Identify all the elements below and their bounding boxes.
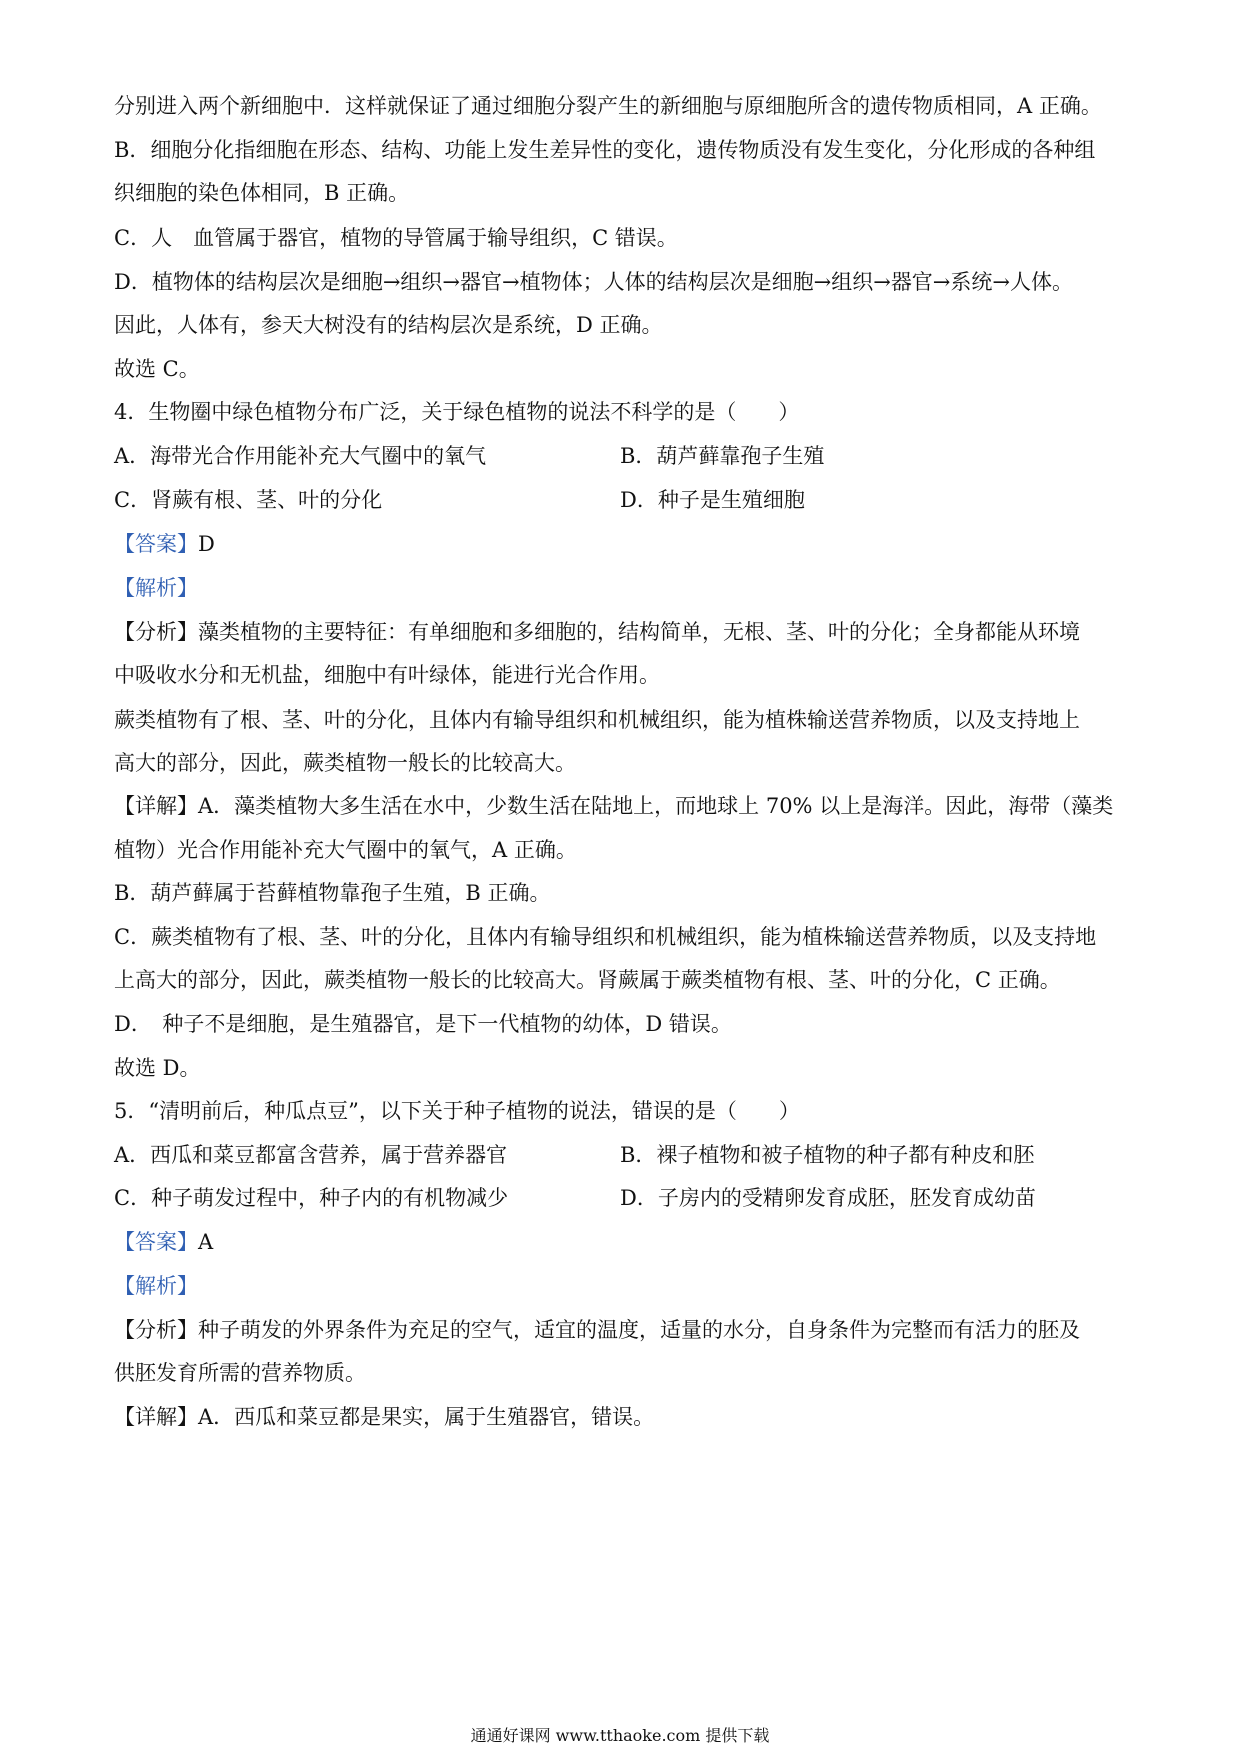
q4-fenxi-line: 中吸收水分和无机盐，细胞中有叶绿体，能进行光合作用。: [114, 663, 660, 687]
q5-option-a: A．西瓜和菜豆都富含营养，属于营养器官: [114, 1143, 508, 1167]
text-line: 织细胞的染色体相同，B 正确。: [114, 181, 410, 205]
q4-option-b: B．葫芦藓靠孢子生殖: [620, 444, 825, 468]
q5-option-c: C．种子萌发过程中，种子内的有机物减少: [114, 1186, 509, 1210]
q5-option-b: B．裸子植物和被子植物的种子都有种皮和胚: [620, 1143, 1035, 1167]
jiexi-tag: 【解析】: [114, 1274, 198, 1298]
q4-fenxi-line: [114, 612, 1134, 652]
q4-jiexi: [114, 568, 1134, 608]
fenxi-tag: 【分析】: [114, 1318, 198, 1342]
text-line: D．植物体的结构层次是细胞→组织→器官→植物体；人体的结构层次是细胞→组织→器官→系统→人体。: [114, 270, 1074, 294]
fenxi-tag: 【分析】: [114, 620, 198, 644]
xiangjie-tag: 【详解】: [114, 1405, 198, 1429]
text-line: B．细胞分化指细胞在形态、结构、功能上发生差异性的变化，遗传物质没有发生变化，分化形成的各种组: [114, 138, 1096, 162]
answer-value: D: [198, 532, 215, 556]
text-line: 因此，人体有，参天大树没有的结构层次是系统，D 正确。: [114, 313, 663, 337]
q5-fenxi-line: 供胚发育所需的营养物质。: [114, 1361, 366, 1385]
q5-xiangjie-line: [114, 1397, 1134, 1437]
q4-option-c: C．肾蕨有根、茎、叶的分化: [114, 488, 383, 512]
question-5-stem: 5．“清明前后，种瓜点豆”，以下关于种子植物的说法，错误的是（ ）: [114, 1099, 800, 1123]
q5-jiexi: [114, 1266, 1134, 1306]
q4-xiangjie-line: D． 种子不是细胞，是生殖器官，是下一代植物的幼体，D 错误。: [114, 1012, 732, 1036]
q4-xiangjie-line: 故选 D。: [114, 1056, 201, 1080]
answer-tag: 【答案】: [114, 1230, 198, 1254]
q4-xiangjie-line: 植物）光合作用能补充大气圈中的氧气，A 正确。: [114, 838, 577, 862]
q5-fenxi-line: [114, 1310, 1134, 1350]
q4-xiangjie-line: B．葫芦藓属于苔藓植物靠孢子生殖，B 正确。: [114, 881, 551, 905]
text-line: 故选 C。: [114, 357, 200, 381]
q4-xiangjie-line: C．蕨类植物有了根、茎、叶的分化，且体内有输导组织和机械组织，能为植株输送营养物质，以及支持地: [114, 925, 1097, 949]
page-footer: 通通好课网 www.tthaoke.com 提供下载: [470, 1726, 770, 1745]
xiangjie-text: A．藻类植物大多生活在水中，少数生活在陆地上，而地球上 70% 以上是海洋。因此，海带（藻类: [198, 794, 1114, 818]
xiangjie-tag: 【详解】: [114, 794, 198, 818]
q4-option-d: D．种子是生殖细胞: [620, 488, 805, 512]
q5-option-d: D．子房内的受精卵发育成胚，胚发育成幼苗: [620, 1186, 1036, 1210]
jiexi-tag: 【解析】: [114, 576, 198, 600]
text-line: 分别进入两个新细胞中．这样就保证了通过细胞分裂产生的新细胞与原细胞所含的遗传物质相同，A 正确。: [114, 94, 1102, 118]
q4-option-a: A．海带光合作用能补充大气圈中的氧气: [114, 444, 487, 468]
answer-tag: 【答案】: [114, 532, 198, 556]
q4-fenxi-line: 高大的部分，因此，蕨类植物一般长的比较高大。: [114, 751, 576, 775]
q4-answer: [114, 524, 1134, 564]
text-line: C．人 血管属于器官，植物的导管属于输导组织，C 错误。: [114, 226, 678, 250]
answer-value: A: [198, 1230, 214, 1254]
q4-xiangjie-line: [114, 786, 1134, 826]
fenxi-text: 藻类植物的主要特征：有单细胞和多细胞的，结构简单，无根、茎、叶的分化；全身都能从环境: [198, 620, 1080, 644]
question-4-stem: 4．生物圈中绿色植物分布广泛，关于绿色植物的说法不科学的是（ ）: [114, 400, 800, 424]
q4-fenxi-line: 蕨类植物有了根、茎、叶的分化，且体内有输导组织和机械组织，能为植株输送营养物质，以及支持地上: [114, 708, 1080, 732]
q5-answer: [114, 1222, 1134, 1262]
xiangjie-text: A．西瓜和菜豆都是果实，属于生殖器官，错误。: [198, 1405, 655, 1429]
fenxi-text: 种子萌发的外界条件为充足的空气，适宜的温度，适量的水分，自身条件为完整而有活力的胚及: [198, 1318, 1080, 1342]
q4-xiangjie-line: 上高大的部分，因此，蕨类植物一般长的比较高大。肾蕨属于蕨类植物有根、茎、叶的分化，C 正确。: [114, 968, 1061, 992]
